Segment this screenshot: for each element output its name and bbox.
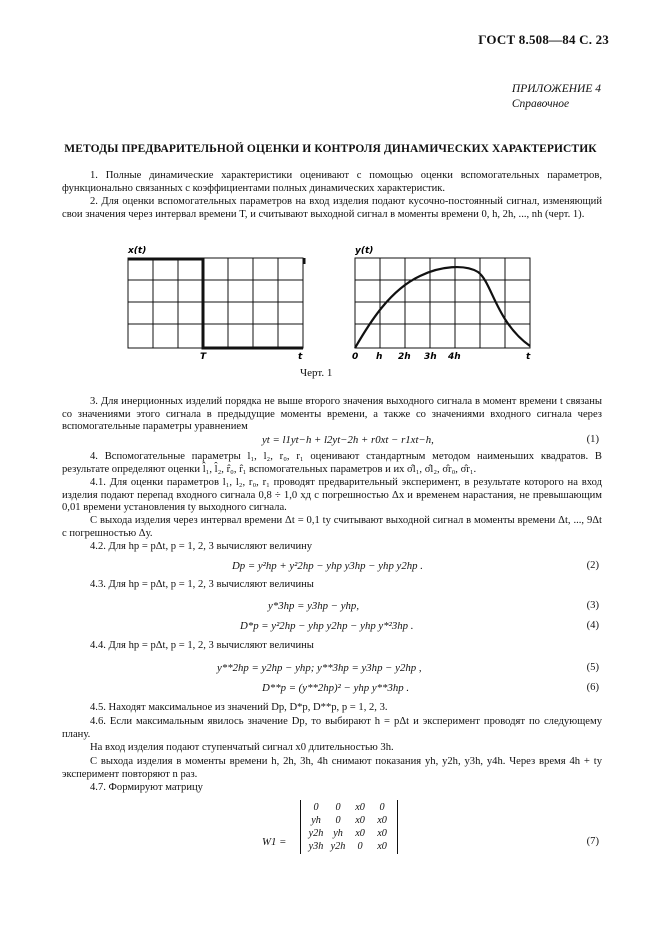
- paragraph-4-7: 4.7. Формируют матрицу: [90, 782, 203, 793]
- equation-number-4: (4): [586, 620, 599, 631]
- output-response-curve: [355, 267, 530, 348]
- appendix-number: ПРИЛОЖЕНИЕ 4: [511, 83, 601, 95]
- matrix-cell: y2h: [308, 828, 324, 839]
- matrix-row: [305, 840, 393, 853]
- left-tick-T: T: [200, 352, 207, 362]
- paragraph-4-2: 4.2. Для hp = pΔt, p = 1, 2, 3 вычисляют величину: [90, 541, 313, 552]
- right-tick-3h: 3h: [424, 352, 437, 362]
- paragraph-3: 3. Для инерционных изделий порядка не выше второго значения выходного сигнала в момент времени t связаны со значениями этого сигнала в предыдущие моменты времени, а также со значениями входного сигнала через вспомогательные параметры уравнением: [62, 396, 602, 433]
- equation-4: D*p = y²2hp − yhp y2hp − yhp y*²3hp .: [240, 620, 414, 632]
- matrix-cell: 0: [357, 841, 363, 852]
- right-chart-grid: [355, 258, 530, 348]
- matrix-cell: x0: [377, 815, 387, 826]
- section-title: МЕТОДЫ ПРЕДВАРИТЕЛЬНОЙ ОЦЕНКИ И КОНТРОЛЯ ДИНАМИЧЕСКИХ ХАРАКТЕРИСТИК: [64, 143, 597, 155]
- right-tick-2h: 2h: [398, 352, 411, 362]
- left-tick-t: t: [298, 352, 303, 362]
- equation-7-lhs: W1 =: [262, 836, 287, 848]
- left-chart-grid: [128, 258, 303, 348]
- equation-number-3: (3): [586, 600, 599, 611]
- right-tick-h: h: [376, 352, 383, 362]
- paragraph-1: 1. Полные динамические характеристики оценивают с помощью оценки вспомогательных параметров, функционально связанных с коэффициентами полных динамических характеристик.: [62, 170, 602, 194]
- matrix-cell: x0: [355, 828, 365, 839]
- paragraph-4-1-b: С выхода изделия через интервал времени Δt = 0,1 tу считывают выходной сигнал в моменты времени Δt, ..., 9Δt с погрешностью Δу.: [62, 515, 602, 539]
- paragraph-2: 2. Для оценки вспомогательных параметров на вход изделия подают кусочно-постоянный сигнал, изменяющий свои значения через интервал времени T, и считывают выходной сигнал в моменты времени 0, h, 2h, ..., nh (черт. 1).: [62, 196, 602, 220]
- right-tick-4h: 4h: [448, 352, 461, 362]
- matrix-cell: x0: [355, 815, 365, 826]
- matrix-cell: 0: [335, 802, 341, 813]
- equation-number-7: (7): [586, 836, 599, 847]
- right-tick-0: 0: [352, 352, 359, 362]
- paragraph-4-6-b: На вход изделия подают ступенчатый сигнал x0 длительностью 3h.: [90, 742, 394, 753]
- equation-5: y**2hp = y2hp − yhp; y**3hp = y3hp − y2hp ,: [217, 662, 422, 674]
- left-y-label: x(t): [128, 246, 147, 256]
- matrix-cell: y3h: [308, 841, 324, 852]
- paragraph-4-3: 4.3. Для hp = pΔt, p = 1, 2, 3 вычисляют величины: [90, 579, 314, 590]
- matrix-row: [305, 814, 393, 827]
- right-y-label: y(t): [355, 246, 374, 256]
- figure-caption: Черт. 1: [300, 367, 333, 379]
- matrix-cell: 0: [335, 815, 341, 826]
- paragraph-4-4: 4.4. Для hp = pΔt, p = 1, 2, 3 вычисляют величины: [90, 640, 314, 651]
- matrix-cell: x0: [377, 828, 387, 839]
- equation-2: Dp = y²hp + y²2hp − yhp y3hp − yhp y2hp .: [232, 560, 423, 572]
- matrix-cell: 0: [379, 802, 385, 813]
- matrix-cell: yh: [333, 828, 343, 839]
- matrix-cell: x0: [377, 841, 387, 852]
- equation-6: D**p = (y**2hp)² − yhp y**3hp .: [262, 682, 410, 694]
- equation-3: y*3hp = y3hp − yhp,: [268, 600, 360, 612]
- equation-1: yt = l1yt−h + l2yt−2h + r0xt − r1xt−h,: [262, 434, 434, 446]
- paragraph-4-6: 4.6. Если максимальным явилось значение Dp, то выбирают h = pΔt и эксперимент проводят по следующему плану.: [62, 716, 602, 740]
- running-header: ГОСТ 8.508—84 С. 23: [478, 32, 609, 47]
- equation-number-1: (1): [586, 434, 599, 445]
- paragraph-4-5: 4.5. Находят максимальное из значений Dp, D*p, D**p, p = 1, 2, 3.: [90, 702, 388, 713]
- matrix-cell: 0: [313, 802, 319, 813]
- equation-number-6: (6): [586, 682, 599, 693]
- appendix-kind: Справочное: [511, 98, 570, 110]
- matrix-row: [305, 801, 393, 814]
- matrix-row: [305, 827, 393, 840]
- appendix-label: [512, 82, 601, 112]
- right-tick-t: t: [526, 352, 531, 362]
- matrix-cell: x0: [355, 802, 365, 813]
- paragraph-4-6-c: С выхода изделия в моменты времени h, 2h, 3h, 4h снимают показания yh, y2h, y3h, y4h. Через время 4h + tу эксперимент повторяют n раз.: [62, 756, 602, 780]
- figure-1: [120, 242, 550, 364]
- matrix-cell: y2h: [330, 841, 346, 852]
- paragraph-4: 4. Вспомогательные параметры l₁, l₂, r₀, r₁ оценивают стандартным методом наименьших квадратов. В результате определяют оценки l̂₁, l̂₂, r̂₀, r̂₁ вспомогательных параметров и их σ̂l₁, σ̂l₂, σ̂r₀, σ̂r₁.: [62, 451, 602, 475]
- equation-number-2: (2): [586, 560, 599, 571]
- matrix-cell: yh: [311, 815, 321, 826]
- equation-number-5: (5): [586, 662, 599, 673]
- paragraph-4-1: 4.1. Для оценки параметров l₁, l₂, r₀, r₁ проводят предварительный эксперимент, в результате которого на вход изделия подают перепад входного сигнала 0,8 ÷ 1,0 xд с погрешностью Δx и временем нарастания, не превышающим 0,01 времени установления tу выходного сигнала.: [62, 477, 602, 514]
- matrix-w1: [300, 800, 398, 854]
